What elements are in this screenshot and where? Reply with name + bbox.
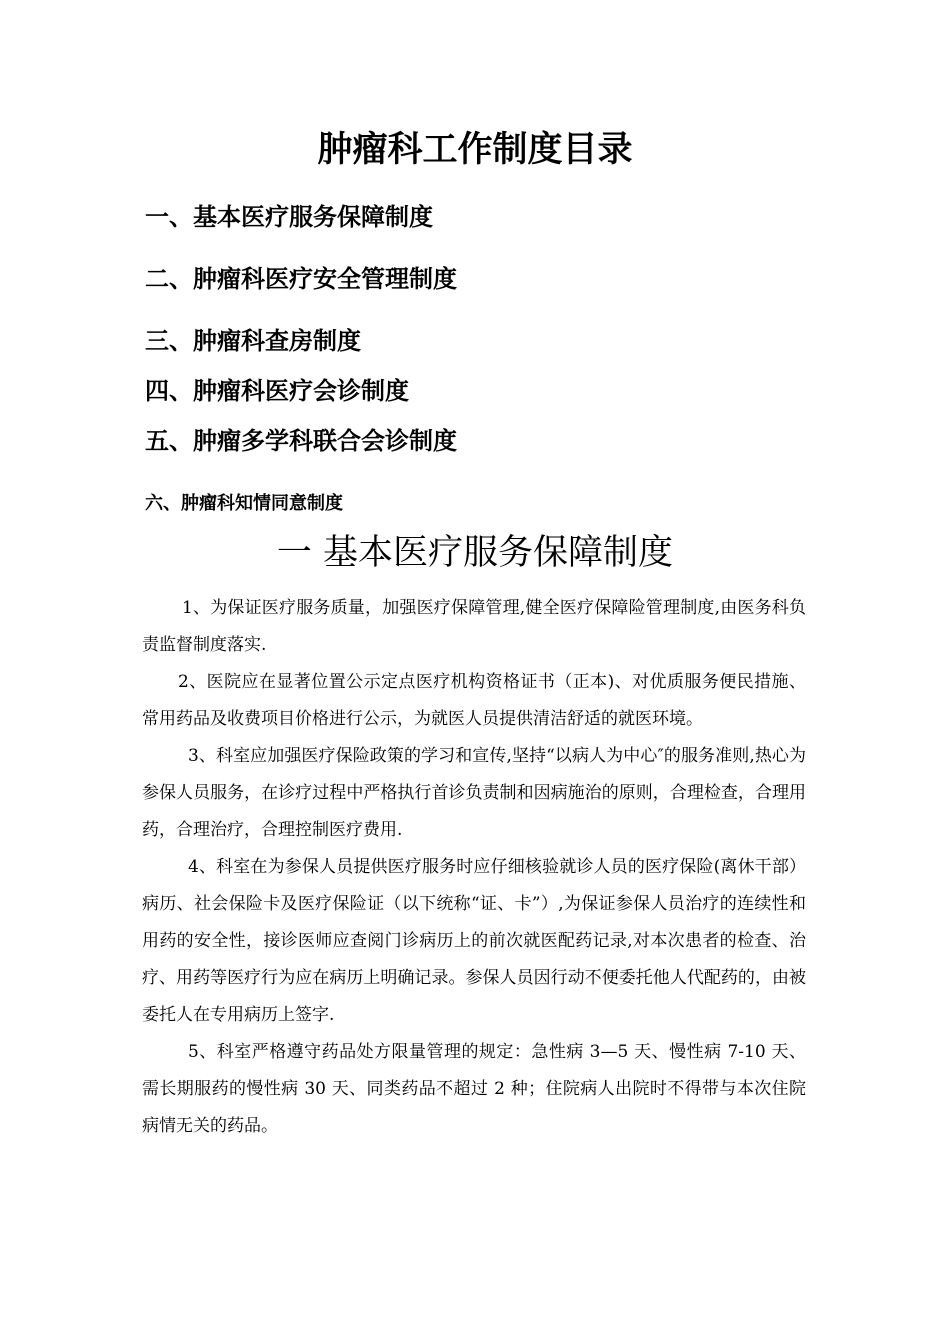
paragraph-3: 3、科室应加强医疗保险政策的学习和宣传,坚持“以病人为中心″的服务准则,热心为参保人员服务，在诊疗过程中严格执行首诊负责制和因病施治的原则，合理检查，合理用药，合理治疗，合理控制医疗费用.	[142, 746, 806, 840]
section-body	[142, 590, 806, 1145]
document-title: 肿瘤科工作制度目录	[317, 130, 633, 170]
section-title: 一 基本医疗服务保障制度	[276, 533, 674, 573]
paragraph-1: 1、为保证医疗服务质量，加强医疗保障管理,健全医疗保障险管理制度,由医务科负责监督制度落实.	[142, 598, 806, 655]
toc-item-3: 三、肿瘤科查房制度	[145, 327, 361, 355]
paragraph-2: 2、医院应在显著位置公示定点医疗机构资格证书（正本)、对优质服务便民措施、常用药品及收费项目价格进行公示，为就医人员提供清洁舒适的就医环境。	[142, 672, 806, 729]
toc-item-1: 一、基本医疗服务保障制度	[145, 203, 433, 231]
toc-item-5: 五、肿瘤多学科联合会诊制度	[145, 427, 457, 455]
paragraph-4: 4、科室在为参保人员提供医疗服务时应仔细核验就诊人员的医疗保险(离休干部）病历、社会保险卡及医疗保险证（以下统称“证、卡”）,为保证参保人员治疗的连续性和用药的安全性，接诊医师应查阅门诊病历上的前次就医配药记录,对本次患者的检查、治疗、用药等医疗行为应在病历上明确记录。参保人员因行动不便委托他人代配药的，由被委托人在专用病历上签字.	[142, 857, 806, 1025]
toc-item-2: 二、肿瘤科医疗安全管理制度	[145, 265, 457, 293]
toc-item-4: 四、肿瘤科医疗会诊制度	[145, 377, 409, 405]
paragraph-5: 5、科室严格遵守药品处方限量管理的规定：急性病 3—5 天、慢性病 7-10 天、需长期服药的慢性病 30 天、同类药品不超过 2 种；住院病人出院时不得带与本次住院病情无关的药品。	[142, 1042, 806, 1136]
toc-item-6: 六、肿瘤科知情同意制度	[145, 493, 343, 514]
